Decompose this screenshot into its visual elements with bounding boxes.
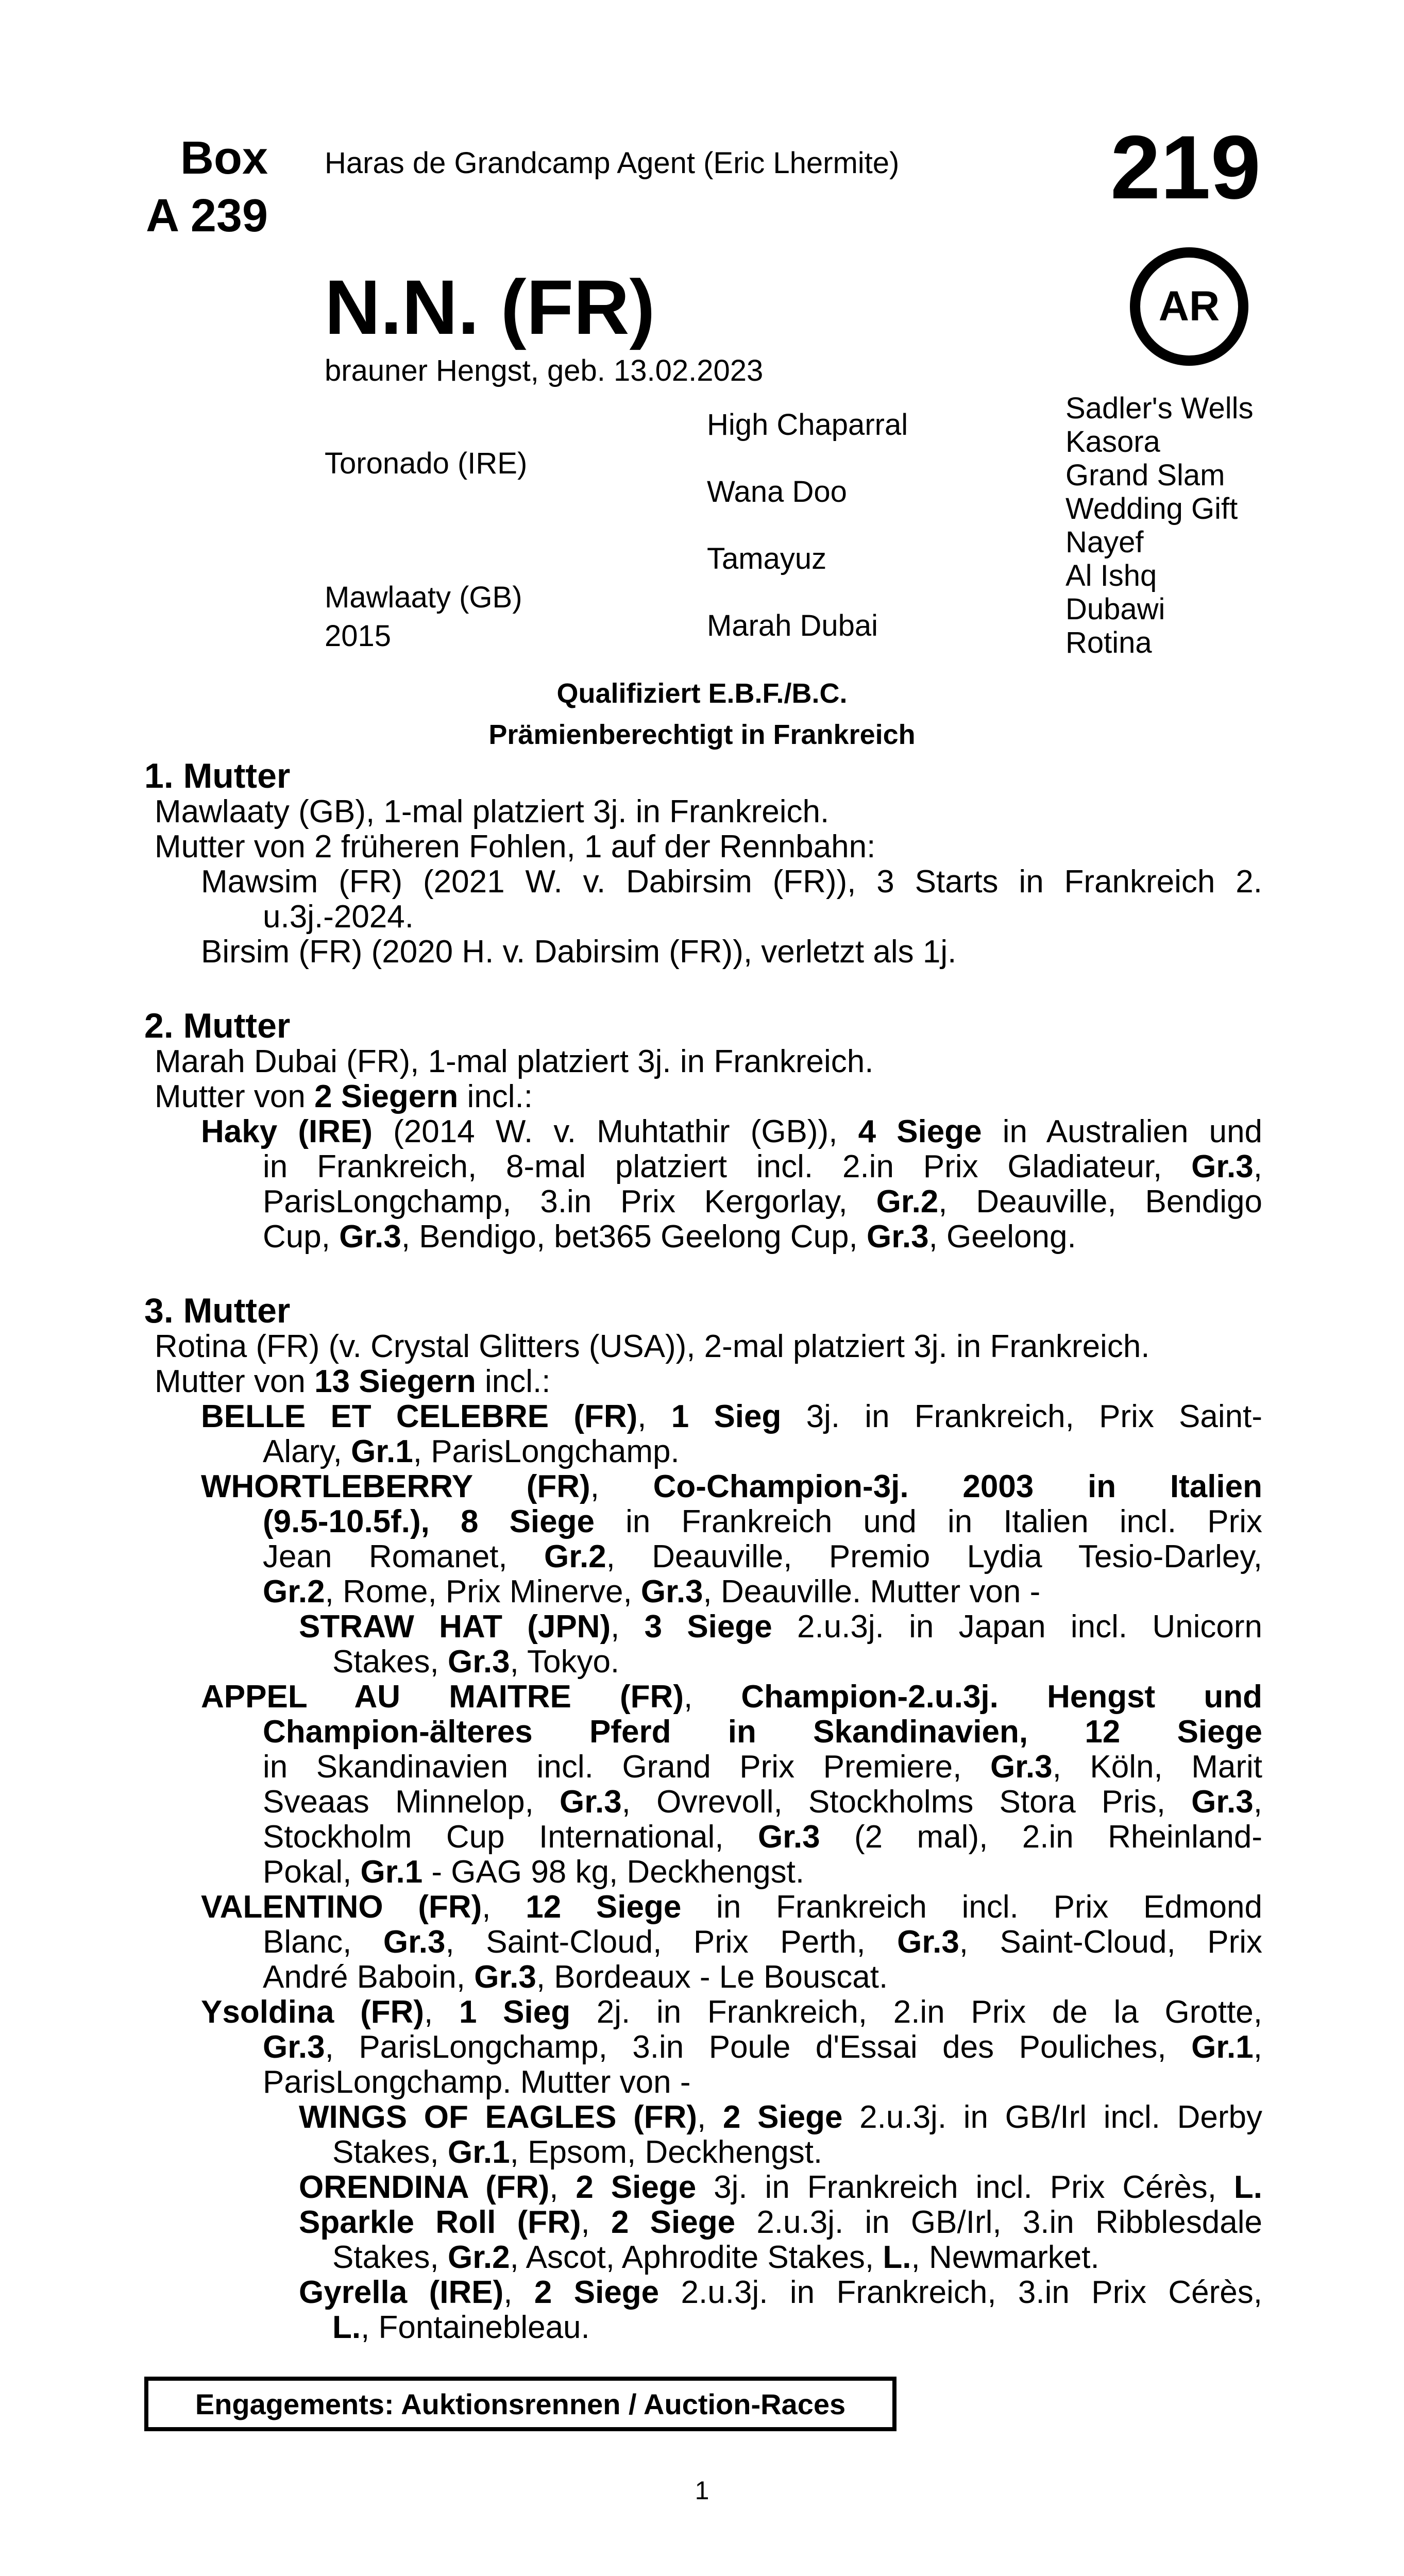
section-mutter-1 [144,757,1262,970]
pedigree-great-grandparent: Dubawi [1065,592,1165,626]
text-line: Gr.2, Rome, Prix Minerve, Gr.3, Deauville. Mutter von - [263,1574,1041,1609]
text-line: Stakes, Gr.1, Epsom, Deckhengst. [332,2134,823,2170]
text-line: Mutter von 13 Siegern incl.: [155,1364,551,1399]
text-line: STRAW HAT (JPN), 3 Siege 2.u.3j. in Japan incl. Unicorn [299,1609,1262,1645]
text-line: in Frankreich, 8-mal platziert incl. 2.in Prix Gladiateur, Gr.3, [263,1149,1262,1184]
box-number: A 239 [146,190,268,242]
text-line: Alary, Gr.1, ParisLongchamp. [263,1434,680,1469]
box-label: Box [180,132,268,184]
text-line: Blanc, Gr.3, Saint-Cloud, Prix Perth, Gr.3, Saint-Cloud, Prix [263,1924,1263,1960]
text-line: Jean Romanet, Gr.2, Deauville, Premio Lydia Tesio-Darley, [263,1539,1262,1574]
text-line: ORENDINA (FR), 2 Siege 3j. in Frankreich incl. Prix Cérès, L. [299,2170,1263,2205]
text-line: Marah Dubai (FR), 1-mal platziert 3j. in Frankreich. [155,1044,874,1079]
pedigree-dam-year: 2015 [325,619,392,653]
pedigree-sire: Toronado (IRE) [325,447,528,480]
text-line: ParisLongchamp. Mutter von - [263,2064,691,2100]
text-line: Mawlaaty (GB), 1-mal platziert 3j. in Frankreich. [155,794,830,829]
engagements-label: Engagements: Auktionsrennen / Auction-Races [195,2387,846,2420]
consignor: Haras de Grandcamp Agent (Eric Lhermite) [325,146,900,180]
text-line: APPEL AU MAITRE (FR), Champion-2.u.3j. Hengst und [201,1679,1262,1715]
text-line: Gr.3, ParisLongchamp, 3.in Poule d'Essai des Pouliches, Gr.1, [263,2029,1262,2065]
horse-description: brauner Hengst, geb. 13.02.2023 [325,354,764,387]
page-number: 1 [695,2476,709,2505]
pedigree-grandparent: Wana Doo [707,475,847,509]
horse-name-haky: Haky (IRE) [201,1114,373,1149]
text-line: André Baboin, Gr.3, Bordeaux - Le Bouscat. [263,1959,888,1995]
pedigree-great-grandparent: Al Ishq [1065,559,1157,592]
text-line: Pokal, Gr.1 - GAG 98 kg, Deckhengst. [263,1854,805,1890]
section-title: 3. Mutter [144,1291,291,1330]
section-title: 2. Mutter [144,1006,291,1045]
pedigree-great-grandparent: Sadler's Wells [1065,392,1254,425]
text-line: (9.5-10.5f.), 8 Siege in Frankreich und in Italien incl. Prix [263,1504,1262,1539]
text-line: Mutter von 2 früheren Fohlen, 1 auf der Rennbahn: [155,829,876,865]
text-line: in Skandinavien incl. Grand Prix Premiere, Gr.3, Köln, Marit [263,1749,1262,1785]
pedigree-great-grandparent: Kasora [1065,425,1160,459]
text-line: Stakes, Gr.3, Tokyo. [332,1644,620,1680]
pedigree-great-grandparent: Wedding Gift [1065,492,1238,526]
text-line: Mawsim (FR) (2021 W. v. Dabirsim (FR)), 3 Starts in Frankreich 2. [201,864,1262,900]
text-line: Champion-älteres Pferd in Skandinavien, 12 Siege [263,1714,1262,1750]
pedigree-great-grandparent: Nayef [1065,526,1144,559]
text-line: Haky (IRE) (2014 W. v. Muhtathir (GB)), 4 Siege in Australien und [201,1114,1263,1149]
pedigree-great-grandparent: Rotina [1065,626,1152,659]
text-line: L., Fontainebleau. [332,2310,590,2345]
text-line: BELLE ET CELEBRE (FR), 1 Sieg 3j. in Frankreich, Prix Saint- [201,1399,1263,1434]
text-line: WINGS OF EAGLES (FR), 2 Siege 2.u.3j. in GB/Irl incl. Derby [299,2099,1263,2135]
text-line: Stockholm Cup International, Gr.3 (2 mal), 2.in Rheinland- [263,1819,1262,1855]
text-line: Gyrella (IRE), 2 Siege 2.u.3j. in Frankreich, 3.in Prix Cérès, [299,2275,1263,2310]
qualification-praemie: Prämienberechtigt in Frankreich [488,719,916,750]
ar-badge [1130,247,1248,366]
section-mutter-3 [144,1292,1262,2345]
text-line: ParisLongchamp, 3.in Prix Kergorlay, Gr.2, Deauville, Bendigo [263,1184,1263,1219]
text-line: Rotina (FR) (v. Crystal Glitters (USA)), 2-mal platziert 3j. in Frankreich. [155,1329,1150,1364]
text-line: Sveaas Minnelop, Gr.3, Ovrevoll, Stockholms Stora Pris, Gr.3, [263,1784,1262,1820]
text-line: Ysoldina (FR), 1 Sieg 2j. in Frankreich, 2.in Prix de la Grotte, [201,1994,1263,2030]
ar-badge-label: AR [1158,283,1220,330]
text-line: VALENTINO (FR), 12 Siege in Frankreich incl. Prix Edmond [201,1889,1262,1925]
engagements-box [144,2377,896,2431]
text-line: Cup, Gr.3, Bendigo, bet365 Geelong Cup, Gr.3, Geelong. [263,1219,1076,1255]
pedigree-grandparent: Tamayuz [707,542,827,575]
text-line: WHORTLEBERRY (FR), Co-Champion-3j. 2003 in Italien [201,1469,1263,1504]
text-line: Birsim (FR) (2020 H. v. Dabirsim (FR)), verletzt als 1j. [201,934,957,970]
text-line: Stakes, Gr.2, Ascot, Aphrodite Stakes, L., Newmarket. [332,2240,1099,2275]
lot-number: 219 [1110,117,1261,218]
pedigree-dam: Mawlaaty (GB) [325,581,522,614]
pedigree-grandparent: Marah Dubai [707,609,878,642]
qualification-ebf: Qualifiziert E.B.F./B.C. [556,678,848,709]
text-line: Sparkle Roll (FR), 2 Siege 2.u.3j. in GB/Irl, 3.in Ribblesdale [299,2205,1262,2240]
text-line: u.3j.-2024. [263,899,414,935]
section-title: 1. Mutter [144,756,291,795]
horse-name: N.N. (FR) [325,264,655,350]
pedigree-grandparent: High Chaparral [707,408,908,442]
section-mutter-2 [144,1007,1262,1255]
pedigree-great-grandparent: Grand Slam [1065,459,1225,492]
text-line: Mutter von 2 Siegern incl.: [155,1079,533,1114]
